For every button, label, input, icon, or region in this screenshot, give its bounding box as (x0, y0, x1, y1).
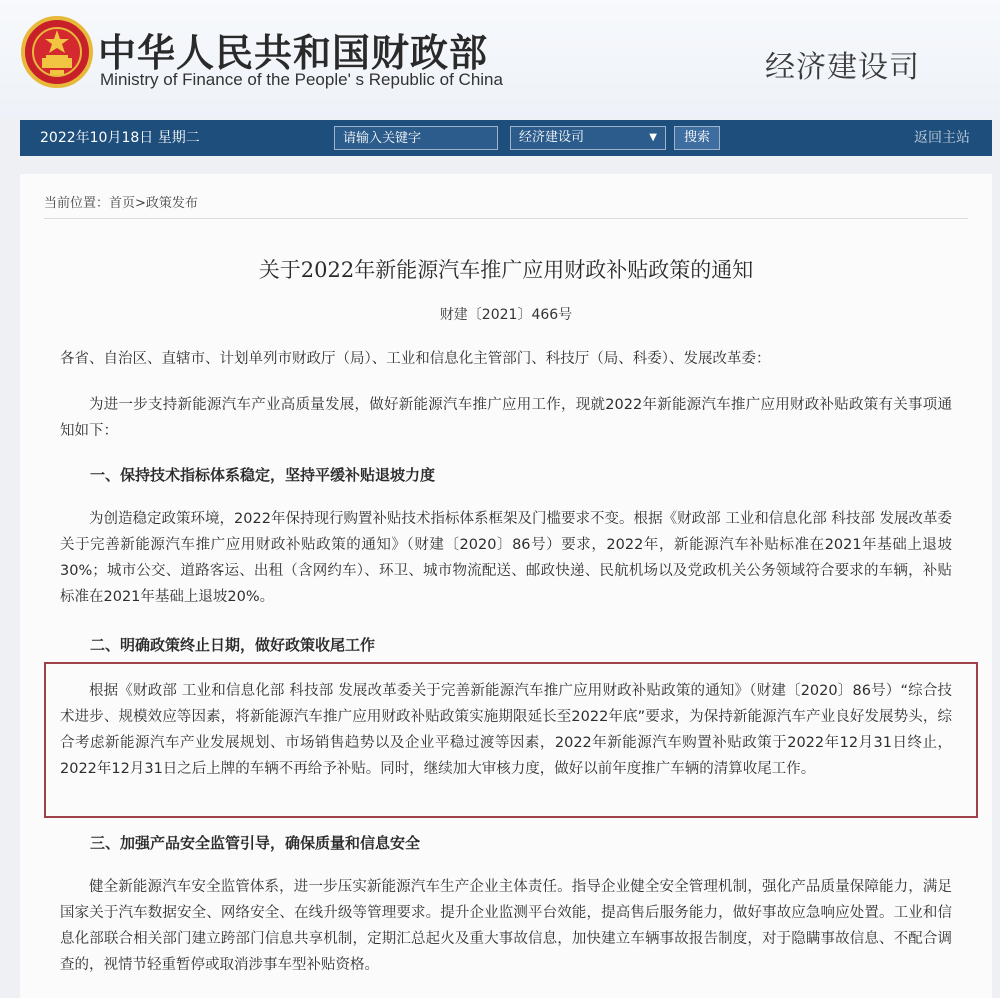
chevron-down-icon: ▼ (649, 132, 657, 143)
section-1-heading: 一、保持技术指标体系稳定，坚持平缓补贴退坡力度 (90, 466, 436, 484)
breadcrumb: 当前位置：首页>政策发布 (44, 196, 198, 211)
national-emblem-icon (20, 14, 94, 90)
section-name: 经济建设司 (765, 50, 920, 85)
site-header (0, 0, 1000, 118)
site-title: 中华人民共和国财政部 (98, 30, 489, 75)
section-3-body: 健全新能源汽车安全监管体系，进一步压实新能源汽车生产企业主体责任。指导企业健全安全管理机制，强化产品质量保障能力，满足国家关于汽车数据安全、网络安全、在线升级等管理要求。提升企业监测平台效能，提高售后服务能力，做好事故应急响应处置。工业和信息化部联合相关部门建立跨部门信息共享机制，定期汇总起火及重大事故信息，加快建立车辆事故报告制度，对于隐瞒事故信息、不配合调查的，视情节轻重暂停或取消涉事车型补贴资格。 (60, 879, 952, 973)
article-content (20, 174, 992, 998)
section-2-body: 根据《财政部 工业和信息化部 科技部 发展改革委关于完善新能源汽车推广应用财政补贴政策的通知》（财建〔2020〕86号）“综合技术进步、规模效应等因素，将新能源汽车推广应用财政补贴政策实施期限延长至2022年底”要求，为保持新能源汽车产业良好发展势头，综合考虑新能源汽车产业发展规划、市场销售趋势以及企业平稳过渡等因素，2022年新能源汽车购置补贴政策于2022年12月31日终止，2022年12月31日之后上牌的车辆不再给予补贴。同时，继续加大审核力度，做好以前年度推广车辆的清算收尾工作。 (60, 683, 952, 777)
channel-selected-value: 经济建设司 (519, 130, 585, 145)
search-input[interactable] (334, 126, 498, 150)
section-3-heading: 三、加强产品安全监管引导，确保质量和信息安全 (90, 834, 421, 852)
search-button[interactable]: 搜索 (674, 126, 720, 150)
back-home-link[interactable]: 返回主站 (914, 130, 970, 146)
divider (44, 218, 968, 219)
current-date: 2022年10月18日 星期二 (40, 130, 200, 146)
nav-bar (20, 120, 992, 156)
channel-select[interactable] (510, 126, 666, 150)
addressee: 各省、自治区、直辖市、计划单列市财政厅（局）、工业和信息化主管部门、科技厅（局、科委）、发展改革委： (60, 351, 771, 367)
section-2-heading: 二、明确政策终止日期，做好政策收尾工作 (90, 636, 376, 654)
section-1-body: 为创造稳定政策环境，2022年保持现行购置补贴技术指标体系框架及门槛要求不变。根据《财政部 工业和信息化部 科技部 发展改革委关于完善新能源汽车推广应用财政补贴政策的通知》（财建〔2020〕86号）要求，2022年，新能源汽车补贴标准在2021年基础上退坡30%；城市公交、道路客运、出租（含网约车）、环卫、城市物流配送、邮政快递、民航机场以及党政机关公务领域符合要求的车辆，补贴标准在2021年基础上退坡20%。 (60, 511, 952, 605)
article-title: 关于2022年新能源汽车推广应用财政补贴政策的通知 (258, 258, 754, 282)
intro-paragraph: 为进一步支持新能源汽车产业高质量发展，做好新能源汽车推广应用工作，现就2022年新能源汽车推广应用财政补贴政策有关事项通知如下： (60, 397, 952, 439)
site-title-english: Ministry of Finance of the People' s Republic of China (100, 70, 503, 89)
document-number: 财建〔2021〕466号 (439, 307, 573, 323)
